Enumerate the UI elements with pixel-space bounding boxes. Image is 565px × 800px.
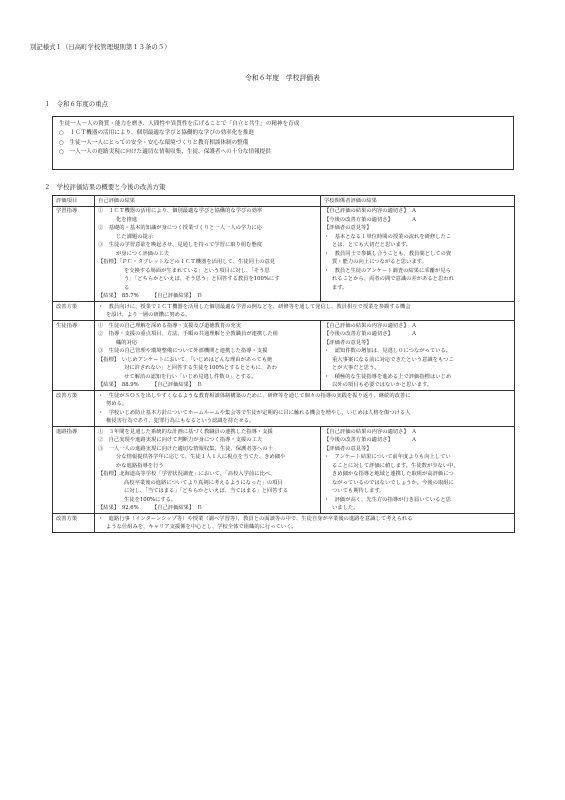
table-row	[53, 206, 515, 302]
text-line: 【今後の改善方策の適切さ】 Ａ	[324, 437, 417, 443]
text-line: じた課題の提示	[116, 233, 154, 240]
related-eval-cell	[321, 321, 515, 391]
text-line: れることから、両者の間で意識の差があると思われ	[332, 276, 454, 282]
text-line: ③ 生徒の自己管理や環境整備について外部機関と連携した指導・支援	[98, 348, 268, 354]
text-line: ・ 認知件数の増加は、見逃し０につながっている。	[324, 348, 452, 354]
text-line: ・ 教員と生徒のアンケート調査の結果に乖離が見ら	[324, 267, 451, 274]
text-line: ・ 教員向けに、授業でＩＣＴ機器を活用した個別最適な学習の例などを、研修等を通して発信し、教員相互で授業を参観する機会	[98, 303, 411, 310]
form-number: 別記様式１（日高町学校管理規則第１３条の５）	[30, 43, 171, 51]
row-label-learning: 学習指導	[53, 206, 95, 302]
text-line: 重大事案になる前に対応できたという意識をもつこ	[332, 356, 454, 363]
improve-cell	[95, 391, 515, 427]
header-item: 評価項目	[53, 196, 95, 207]
text-line: 高校卒業後の進路についてより真剣に考えるようになった」の項目	[124, 479, 283, 486]
text-line: ・ 積極的な生徒指導を進める上で評価指標はいじめ	[324, 373, 452, 380]
text-line: せて解消の認知を行い「いじめ見逃し件数０」とする。	[124, 373, 257, 380]
text-line: ます。	[332, 284, 348, 291]
table-row	[53, 321, 515, 391]
table-row	[53, 427, 515, 514]
improve-cell	[95, 514, 515, 533]
text-line: ・ 学校いじめ防止基本方針についてホームルームや集会等で生徒が定期的に目に触れる機会を増やし、いじめは人格を傷つける人	[98, 409, 411, 416]
text-line: 【自己評価の結果の内容の適切さ】 Ａ	[324, 208, 417, 214]
text-line: 【評価者の意見等】	[324, 225, 372, 231]
text-line: ついても期待します。	[332, 488, 385, 494]
text-line: 分な情報提供各学年に応じて、生徒１人１人に視点を当てた、きめ細や	[116, 454, 286, 460]
text-line: ・ 進路行事（インターンシップ等）や授業（調べ学習等）、教員との面談等の中で、生徒自身が卒業後の進路を意識して考えられる	[98, 515, 413, 522]
text-line: ながっているのではないでしょうか。今後の取組に	[332, 479, 454, 486]
text-line: 【指標】「ＰＣ・タブレットなどのＩＣＴ機器を活用して、生徒同士の意見	[98, 259, 276, 265]
text-line: ① ＩＣＴ機器の活用により、個別最適な学びと協働的な学びの効率	[98, 208, 263, 214]
header-related-eval: 学校関係者評価の結果	[321, 196, 515, 207]
text-line: う」「どちらかといえば、そう思う」と回答する教員を100%にす	[124, 276, 280, 282]
text-line: きめ細かな指導と地域と連携した取組が高評価につ	[332, 471, 454, 477]
text-line: ③ 生徒の学習意欲を喚起させ、見通しを持って学習に取り組む態度	[98, 242, 263, 248]
text-line: ・ アンケート結果について前年度よりも向上してい	[324, 454, 451, 460]
evaluation-table	[52, 195, 515, 533]
text-line: 【自己評価の結果の内容の適切さ】 Ａ	[324, 428, 417, 435]
text-line: が身につく評価の工夫	[116, 250, 169, 257]
text-line: いました。	[332, 505, 359, 511]
result-line: 【結果】 85.7% 【自己評価結果】 Ｂ	[98, 293, 203, 299]
text-line: とは、とても大切だと思います。	[332, 242, 412, 248]
text-line: 【評価者の意見等】	[324, 339, 372, 346]
table-row	[53, 391, 515, 427]
table-row	[53, 514, 515, 533]
text-line: ② 自己実現や進路実現に向けて判断力が身につく指導・支援の工夫	[98, 437, 263, 443]
text-line: 【自己評価の結果の内容の適切さ】 Ａ	[324, 322, 417, 329]
priorities-box	[52, 116, 514, 170]
self-eval-cell	[95, 206, 321, 302]
text-line: 以外の項目も必要ではないかと思います。	[332, 382, 433, 388]
text-line: ① ３年間を見通した系統的な計画に基づく教職員の連携した指導・支援	[98, 428, 273, 435]
priority-main: 生徒一人一人の資質・能力を磨き、人間性や異質性を広げることで「自立と共生」の精神を育成	[59, 121, 300, 127]
text-line: とが大事だと思う。	[332, 365, 380, 371]
related-eval-cell	[321, 427, 515, 514]
improve-label: 改善方策	[53, 514, 95, 533]
text-line: ・ 生徒がＳＯＳを出しやすくなるような教育相談体制構築のために、研修等を通じて個々の指導の実践を振り返り、継続的改善に	[98, 392, 411, 399]
text-line: ・ 評価が高く、先生方の指導が行き届いていると思	[324, 496, 452, 503]
text-line: 化を推進	[116, 216, 138, 223]
text-line: ・ 教員同士で参観し合うことも、教員間としての資	[324, 250, 452, 257]
text-line: 生徒を100%にする。	[124, 496, 177, 503]
text-line: に対し、「当てはまる」「どちらかといえば、当てはまる」と回答する	[124, 488, 289, 494]
text-line: を交換する場面が生まれている」という項目に対し、「そう思	[124, 267, 270, 274]
text-line: 対に許されない」と回答する生徒を100%とするとともに、あわ	[124, 365, 277, 371]
text-line: ような仕組みを、キャリア支援係を中心とし、学校全体で組織的に行っていく。	[106, 524, 297, 530]
text-line: 【今後の改善方策の適切さ】 Ａ	[324, 216, 417, 223]
text-line: 【評価者の意見等】	[324, 445, 372, 452]
text-line: かな進路指導を行う	[116, 462, 164, 469]
improve-label: 改善方策	[53, 302, 95, 321]
header-self-eval: 自己評価の結果	[95, 196, 321, 207]
text-line: ① 生徒の自己理解を深める指導・支援及び道徳教育の充実	[98, 322, 242, 329]
text-line: 権侵害行為であり、犯罪行為にもなるという認識を持たせる。	[106, 418, 255, 424]
self-eval-cell	[95, 427, 321, 514]
improve-cell	[95, 302, 515, 321]
text-line: 【今後の改善方策の適切さ】 Ａ	[324, 331, 417, 337]
text-line: ② 指導・支援の重点項目、方法、手順の共通理解と全教職員が連携した組	[98, 331, 279, 337]
text-line: ることに対して評価に値します。生徒数が少ない中、	[332, 462, 459, 469]
text-line: 質・能力の向上につながると思います。	[332, 259, 427, 265]
priority-item: ○ ＩＣＴ機器の活用により、個別最適な学びと協働的な学びの効率化を推進	[59, 130, 255, 137]
text-line: 織的対応	[116, 339, 138, 346]
text-line: ② 基礎的・基本的知識が身につく授業づくりと一人一人の学力に応	[98, 225, 263, 231]
section-heading-priorities: １ 令和６年度の重点	[44, 100, 108, 108]
text-line: ・ 基本となる１単位時間の授業の流れを研修したこ	[324, 233, 452, 240]
result-line: 【結果】 88.9% 【自己評価結果】 Ｂ	[98, 382, 203, 388]
result-line: 【結果】 92.6% 【自己評価結果】 Ｂ	[98, 505, 203, 511]
priority-item: ○ 一人一人の進路実現に向けた適切な情報収集、生徒、保護者への十分な情報提供	[59, 149, 271, 156]
priority-item: ○ 生徒一人一人にとっての安全・安心な環境づくりと教育相談体制の整備	[59, 139, 249, 146]
text-line: 努める。	[106, 401, 128, 407]
table-row	[53, 302, 515, 321]
row-label-career-guidance: 進路指導	[53, 427, 95, 514]
text-line: ③ 一人一人の進路実現に向けた適切な情報収集、生徒、保護者等への十	[98, 445, 273, 452]
text-line: を設け、より一層の研鑽に努める。	[106, 312, 191, 318]
improve-label: 改善方策	[53, 391, 95, 427]
self-eval-cell	[95, 321, 321, 391]
row-label-student-guidance: 生徒指導	[53, 321, 95, 391]
text-line: 【指標】 いじめアンケートにおいて、「いじめはどんな理由があっても絶	[98, 356, 273, 363]
related-eval-cell	[321, 206, 515, 302]
page-title: 令和６年度 学校評価表	[245, 74, 320, 82]
section-heading-evaluation: ２ 学校評価結果の概要と今後の改善方策	[44, 183, 166, 191]
text-line: る	[124, 284, 130, 291]
text-line: 【指標】北海道高等学校「学習状況調査」において、「高校入学前に比べ、	[98, 471, 276, 477]
table-header-row	[53, 196, 515, 207]
